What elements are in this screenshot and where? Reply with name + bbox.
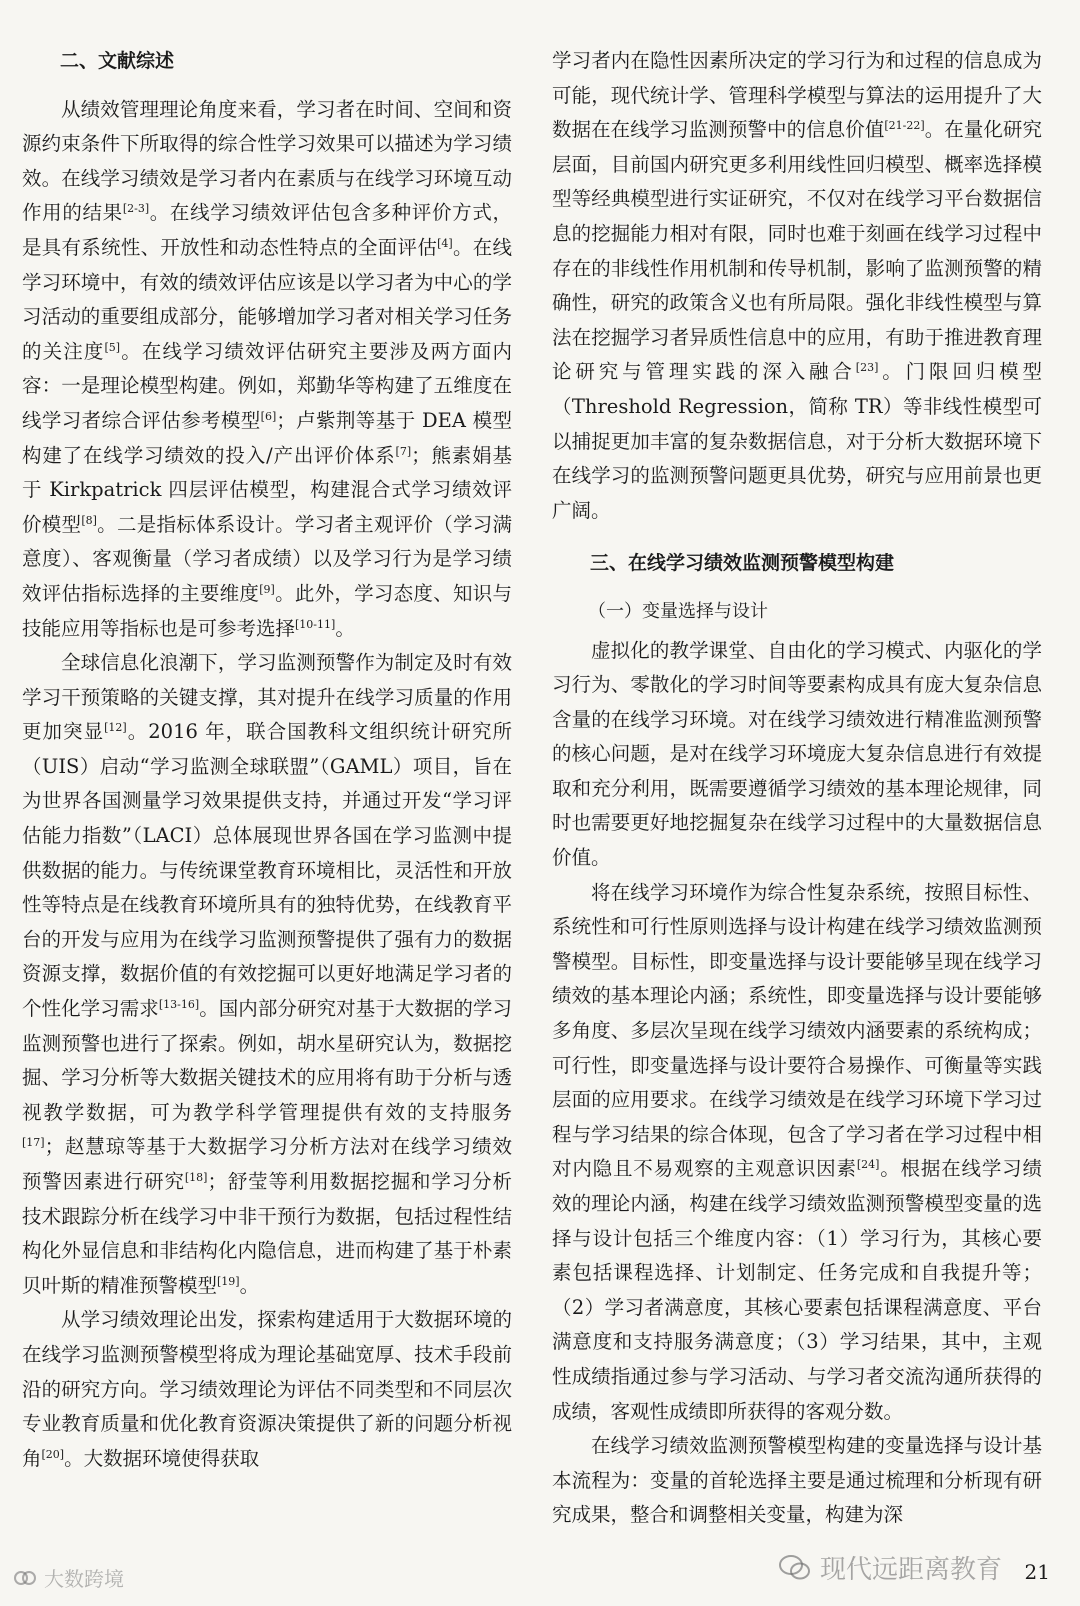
text-run: ；赵慧琼等基于大数据学习分析方法对在线学习绩效预警因素进行研究 xyxy=(22,1135,512,1193)
citation: [19] xyxy=(217,1274,240,1288)
text-run: 。在线学习环境中，有效的绩效评估应该是以学习者为中心的学习活动的重要组成部分，能够增加学习者对相关学习任务的关注度 xyxy=(22,235,512,363)
text-run: 在线学习绩效监测预警模型构建的变量选择与设计基本流程为：变量的首轮选择主要是通过梳理和分析现有研究成果，整合和调整相关变量，构建为深 xyxy=(552,1434,1042,1527)
citation: [8] xyxy=(81,513,97,527)
text-run: 从绩效管理理论角度来看，学习者在时间、空间和资源约束条件下所取得的综合性学习效果可以描述为学习绩效。在线学习绩效是学习者内在素质与在线学习环境互动作用的结果 xyxy=(22,97,512,225)
left-column xyxy=(22,44,512,1476)
citation: [20] xyxy=(41,1447,65,1461)
text-run: 。2016 年，联合国教科文组织统计研究所（UIS）启动“学习监测全球联盟”（GAML）项目，旨在为世界各国测量学习效果提供支持，并通过开发“学习评估能力指数”（LACI）总体展现世界各国在学习监测中提供数据的能力。与传统课堂教育环境相比，灵活性和开放性等特点是在线教育环境所具有的独特优势，在线教育平台的开发与应用为在线学习监测预警提供了强有力的数据资源支撑，数据价值的有效挖掘可以更好地满足学习者的个性化学习需求 xyxy=(22,720,512,1021)
paragraph xyxy=(22,1303,512,1476)
right-column xyxy=(552,44,1042,1533)
watermark-right xyxy=(778,1549,1002,1586)
text-run: ；卢紫荆等基于 DEA 模型构建了在线学习绩效的投入/产出评价体系 xyxy=(22,408,512,467)
citation: [9] xyxy=(259,582,275,596)
citation: [4] xyxy=(437,236,453,250)
citation: [10-11] xyxy=(295,617,336,631)
citation: [7] xyxy=(395,444,412,458)
text-run: 学习者内在隐性因素所决定的学习行为和过程的信息成为可能，现代统计学、管理科学模型与算法的运用提升了大数据在在线学习监测预警中的信息价值 xyxy=(552,49,1042,142)
text-run: 。 xyxy=(239,1273,260,1297)
paragraph xyxy=(552,1429,1042,1533)
watermark-right-text: 现代远距离教育 xyxy=(820,1555,1003,1585)
watermark-left-text: 大数跨境 xyxy=(44,1567,124,1591)
citation: [24] xyxy=(856,1158,880,1172)
text-run: ；熊素娟基于 Kirkpatrick 四层评估模型，构建混合式学习绩效评价模型 xyxy=(22,443,512,536)
text-run: 。在量化研究层面，目前国内研究更多利用线性回归模型、概率选择模型等经典模型进行实证研究，不仅对在线学习平台数据信息的挖掘能力相对有限，同时也难于刻画在线学习过程中存在的非线性作用机制和传导机制，影响了监测预警的精确性，研究的政策含义也有所局限。强化非线性模型与算法在挖掘学习者异质性信息中的应用，有助于推进教育理论研究与管理实践的深入融合 xyxy=(552,118,1042,384)
watermark-left xyxy=(12,1563,124,1592)
page-number: 21 xyxy=(1024,1560,1050,1584)
citation: [23] xyxy=(855,361,879,375)
text-run: 。国内部分研究对基于大数据的学习监测预警也进行了探索。例如，胡水星研究认为，数据挖掘、学习分析等大数据关键技术的应用将有助于分析与透视教学数据，可为教学科学管理提供有效的支持服务 xyxy=(22,997,512,1124)
paragraph xyxy=(552,44,1042,528)
text-run: 从学习绩效理论出发，探索构建适用于大数据环境的在线学习监测预警模型将成为理论基础宽厚、技术手段前沿的研究方向。学习绩效理论为评估不同类型和不同层次专业教育质量和优化教育资源决策提供了新的问题分析视角 xyxy=(22,1308,512,1470)
text-run: 。门限回归模型（Threshold Regression，简称 TR）等非线性模型可以捕捉更加丰富的复杂数据信息，对于分析大数据环境下在线学习的监测预警问题更具优势，研究与应用前景也更广阔。 xyxy=(552,360,1042,522)
paragraph xyxy=(552,634,1042,876)
citation: [12] xyxy=(104,721,127,735)
text-run: 虚拟化的教学课堂、自由化的学习模式、内驱化的学习行为、零散化的学习时间等要素构成具有庞大复杂信息含量的在线学习环境。对在线学习绩效进行精准监测预警的核心问题，是对在线学习环境庞大复杂信息进行有效提取和充分利用，既需要遵循学习绩效的基本理论规律，同时也需要更好地挖掘复杂在线学习过程中的大量数据信息价值。 xyxy=(552,638,1042,870)
text-run: ；舒莹等利用数据挖掘和学习分析技术跟踪分析在线学习中非干预行为数据，包括过程性结构化外显信息和非结构化内隐信息，进而构建了基于朴素贝叶斯的精准预警模型 xyxy=(22,1170,512,1297)
citation: [21-22] xyxy=(884,119,925,133)
text-run: 。在线学习绩效评估研究主要涉及两方面内容：一是理论模型构建。例如，郑勤华等构建了五维度在线学习者综合评估参考模型 xyxy=(22,339,512,432)
text-run: 。此外，学习态度、知识与技能应用等指标也是可参考选择 xyxy=(22,581,512,640)
text-run: 。大数据环境使得获取 xyxy=(64,1446,260,1470)
text-run: 将在线学习环境作为综合性复杂系统，按照目标性、系统性和可行性原则选择与设计构建在线学习绩效监测预警模型。目标性，即变量选择与设计要能够呈现在线学习绩效的基本理论内涵；系统性，即变量选择与设计要能够多角度、多层次呈现在线学习绩效内涵要素的系统构成；可行性，即变量选择与设计要符合易操作、可衡量等实践层面的应用要求。在线学习绩效是在线学习环境下学习过程与学习结果的综合体现，包含了学习者在学习过程中相对内隐且不易观察的主观意识因素 xyxy=(552,880,1042,1181)
citation: [17] xyxy=(22,1136,45,1150)
section-heading-model-construction: 三、在线学习绩效监测预警模型构建 xyxy=(590,552,895,575)
paragraph xyxy=(22,93,512,647)
citation: [5] xyxy=(104,340,121,354)
subsection-heading: （一）变量选择与设计 xyxy=(588,600,768,622)
citation: [13-16] xyxy=(158,998,200,1012)
citation: [2-3] xyxy=(122,202,150,216)
wechat-icon xyxy=(778,1554,812,1582)
link-logo-icon xyxy=(12,1567,38,1589)
text-run: 全球信息化浪潮下，学习监测预警作为制定及时有效学习干预策略的关键支撑，其对提升在线学习质量的作用更加突显 xyxy=(22,651,512,744)
text-run: 。根据在线学习绩效的理论内涵，构建在线学习绩效监测预警模型变量的选择与设计包括三个维度内容：（1）学习行为，其核心要素包括课程选择、计划制定、任务完成和自我提升等；（2）学习者满意度，其核心要素包括课程满意度、平台满意度和支持服务满意度；（3）学习结果，其中，主观性成绩指通过参与学习活动、与学习者交流沟通所获得的成绩，客观性成绩即所获得的客观分数。 xyxy=(552,1157,1042,1423)
text-run: 。在线学习绩效评估包含多种评价方式，是具有系统性、开放性和动态性特点的全面评估 xyxy=(22,201,512,259)
paragraph xyxy=(22,646,512,1303)
section-heading-literature-review: 二、文献综述 xyxy=(60,50,175,72)
paragraph xyxy=(552,876,1042,1430)
text-run: 。二是指标体系设计。学习者主观评价（学习满意度）、客观衡量（学习者成绩）以及学习行为是学习绩效评估指标选择的主要维度 xyxy=(22,512,512,605)
text-run: 。 xyxy=(335,616,355,640)
citation: [6] xyxy=(260,409,277,423)
citation: [18] xyxy=(184,1171,208,1184)
